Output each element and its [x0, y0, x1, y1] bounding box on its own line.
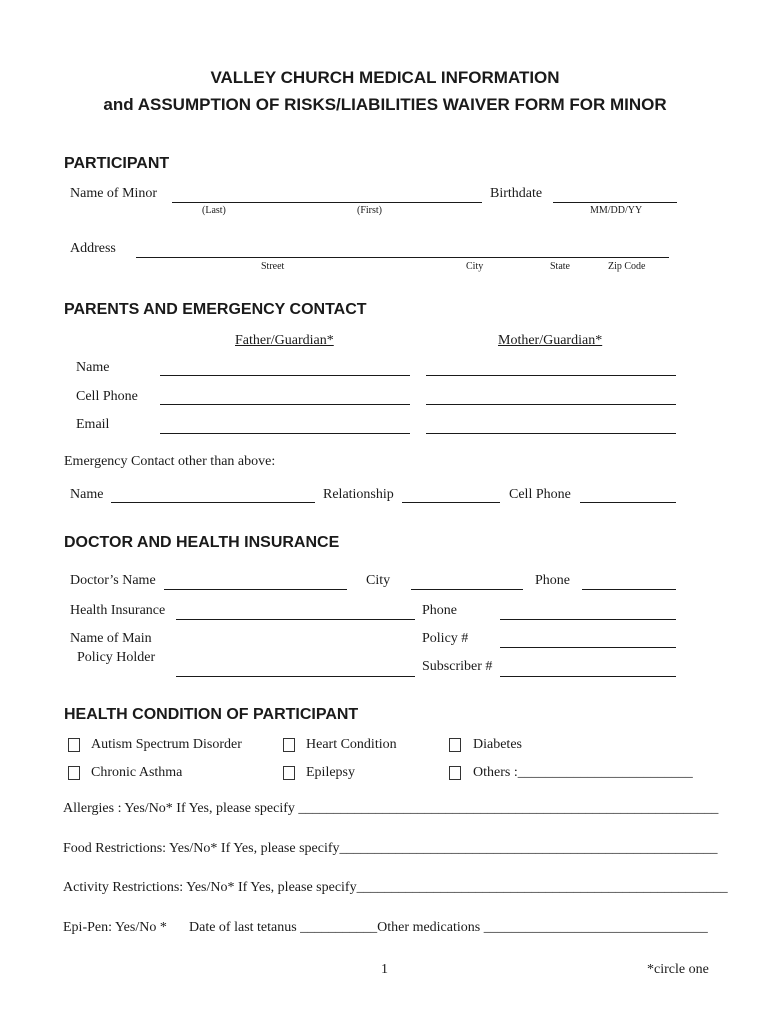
condition-others-field[interactable]: Others :_________________________ — [473, 765, 693, 780]
checkbox-heart-condition[interactable] — [283, 738, 295, 752]
checkbox-diabetes[interactable] — [449, 738, 461, 752]
circle-one-note: *circle one — [647, 962, 709, 977]
city-hint: City — [466, 261, 484, 272]
doctor-city-label: City — [366, 573, 391, 588]
parent-name-label: Name — [76, 360, 110, 375]
checkbox-autism[interactable] — [68, 738, 80, 752]
doctor-phone-label: Phone — [535, 573, 570, 588]
epi-pen-label[interactable]: Epi-Pen: Yes/No * — [63, 920, 167, 935]
checkbox-others[interactable] — [449, 766, 461, 780]
birthdate-label: Birthdate — [490, 186, 543, 201]
emergency-name-label: Name — [70, 487, 104, 502]
emergency-relationship-label: Relationship — [323, 487, 394, 502]
state-hint: State — [550, 261, 570, 272]
doctor-heading: DOCTOR AND HEALTH INSURANCE — [64, 534, 340, 551]
mother-cell-field[interactable] — [426, 404, 676, 405]
mother-email-field[interactable] — [426, 433, 676, 434]
birthdate-field[interactable] — [553, 202, 677, 203]
father-name-field[interactable] — [160, 375, 410, 376]
doctor-city-field[interactable] — [411, 589, 523, 590]
emergency-cell-label: Cell Phone — [509, 487, 571, 502]
name-of-minor-label: Name of Minor — [70, 186, 158, 201]
address-label: Address — [70, 241, 116, 256]
checkbox-epilepsy[interactable] — [283, 766, 295, 780]
health-condition-heading: HEALTH CONDITION OF PARTICIPANT — [64, 706, 359, 723]
insurance-phone-label: Phone — [422, 603, 457, 618]
activity-restrictions-field[interactable]: Activity Restrictions: Yes/No* If Yes, please specify_____________________________________________________ — [63, 880, 728, 895]
subscriber-number-label: Subscriber # — [422, 659, 493, 674]
first-name-hint: (First) — [357, 205, 382, 216]
policy-number-label: Policy # — [422, 631, 469, 646]
name-of-minor-field[interactable] — [172, 202, 482, 203]
checkbox-chronic-asthma[interactable] — [68, 766, 80, 780]
parent-cell-label: Cell Phone — [76, 389, 138, 404]
main-holder-field[interactable] — [176, 676, 415, 677]
participant-heading: PARTICIPANT — [64, 155, 170, 172]
health-insurance-field[interactable] — [176, 619, 415, 620]
condition-asthma-label: Chronic Asthma — [91, 765, 183, 780]
insurance-phone-field[interactable] — [500, 619, 676, 620]
father-cell-field[interactable] — [160, 404, 410, 405]
condition-autism-label: Autism Spectrum Disorder — [91, 737, 242, 752]
tetanus-medications-field[interactable]: Date of last tetanus ___________Other medications ________________________________ — [189, 920, 708, 935]
last-name-hint: (Last) — [202, 205, 226, 216]
main-holder-label-2: Policy Holder — [77, 650, 156, 665]
father-guardian-column: Father/Guardian* — [235, 333, 334, 348]
doctor-phone-field[interactable] — [582, 589, 676, 590]
emergency-name-field[interactable] — [111, 502, 315, 503]
mother-guardian-column: Mother/Guardian* — [498, 333, 603, 348]
doctor-name-field[interactable] — [164, 589, 347, 590]
health-insurance-label: Health Insurance — [70, 603, 166, 618]
father-email-field[interactable] — [160, 433, 410, 434]
zip-code-hint: Zip Code — [608, 261, 646, 272]
policy-number-field[interactable] — [500, 647, 676, 648]
subscriber-number-field[interactable] — [500, 676, 676, 677]
doctor-name-label: Doctor’s Name — [70, 573, 156, 588]
form-title-line-2: and ASSUMPTION OF RISKS/LIABILITIES WAIVER FORM FOR MINOR — [103, 95, 667, 114]
main-holder-label-1: Name of Main — [70, 631, 152, 646]
condition-heart-label: Heart Condition — [306, 737, 397, 752]
parents-heading: PARENTS AND EMERGENCY CONTACT — [64, 301, 367, 318]
food-restrictions-field[interactable]: Food Restrictions: Yes/No* If Yes, please specify______________________________________________________ — [63, 841, 718, 856]
allergies-field[interactable]: Allergies : Yes/No* If Yes, please specify ____________________________________________________________ — [63, 801, 719, 816]
mother-name-field[interactable] — [426, 375, 676, 376]
emergency-cell-field[interactable] — [580, 502, 676, 503]
address-field[interactable] — [136, 257, 669, 258]
birthdate-hint: MM/DD/YY — [590, 205, 643, 216]
condition-diabetes-label: Diabetes — [473, 737, 522, 752]
emergency-relationship-field[interactable] — [402, 502, 500, 503]
form-title-line-1: VALLEY CHURCH MEDICAL INFORMATION — [210, 68, 560, 87]
parent-email-label: Email — [76, 417, 110, 432]
page-number: 1 — [381, 962, 388, 977]
street-hint: Street — [261, 261, 285, 272]
emergency-contact-intro: Emergency Contact other than above: — [64, 454, 276, 469]
condition-epilepsy-label: Epilepsy — [306, 765, 355, 780]
